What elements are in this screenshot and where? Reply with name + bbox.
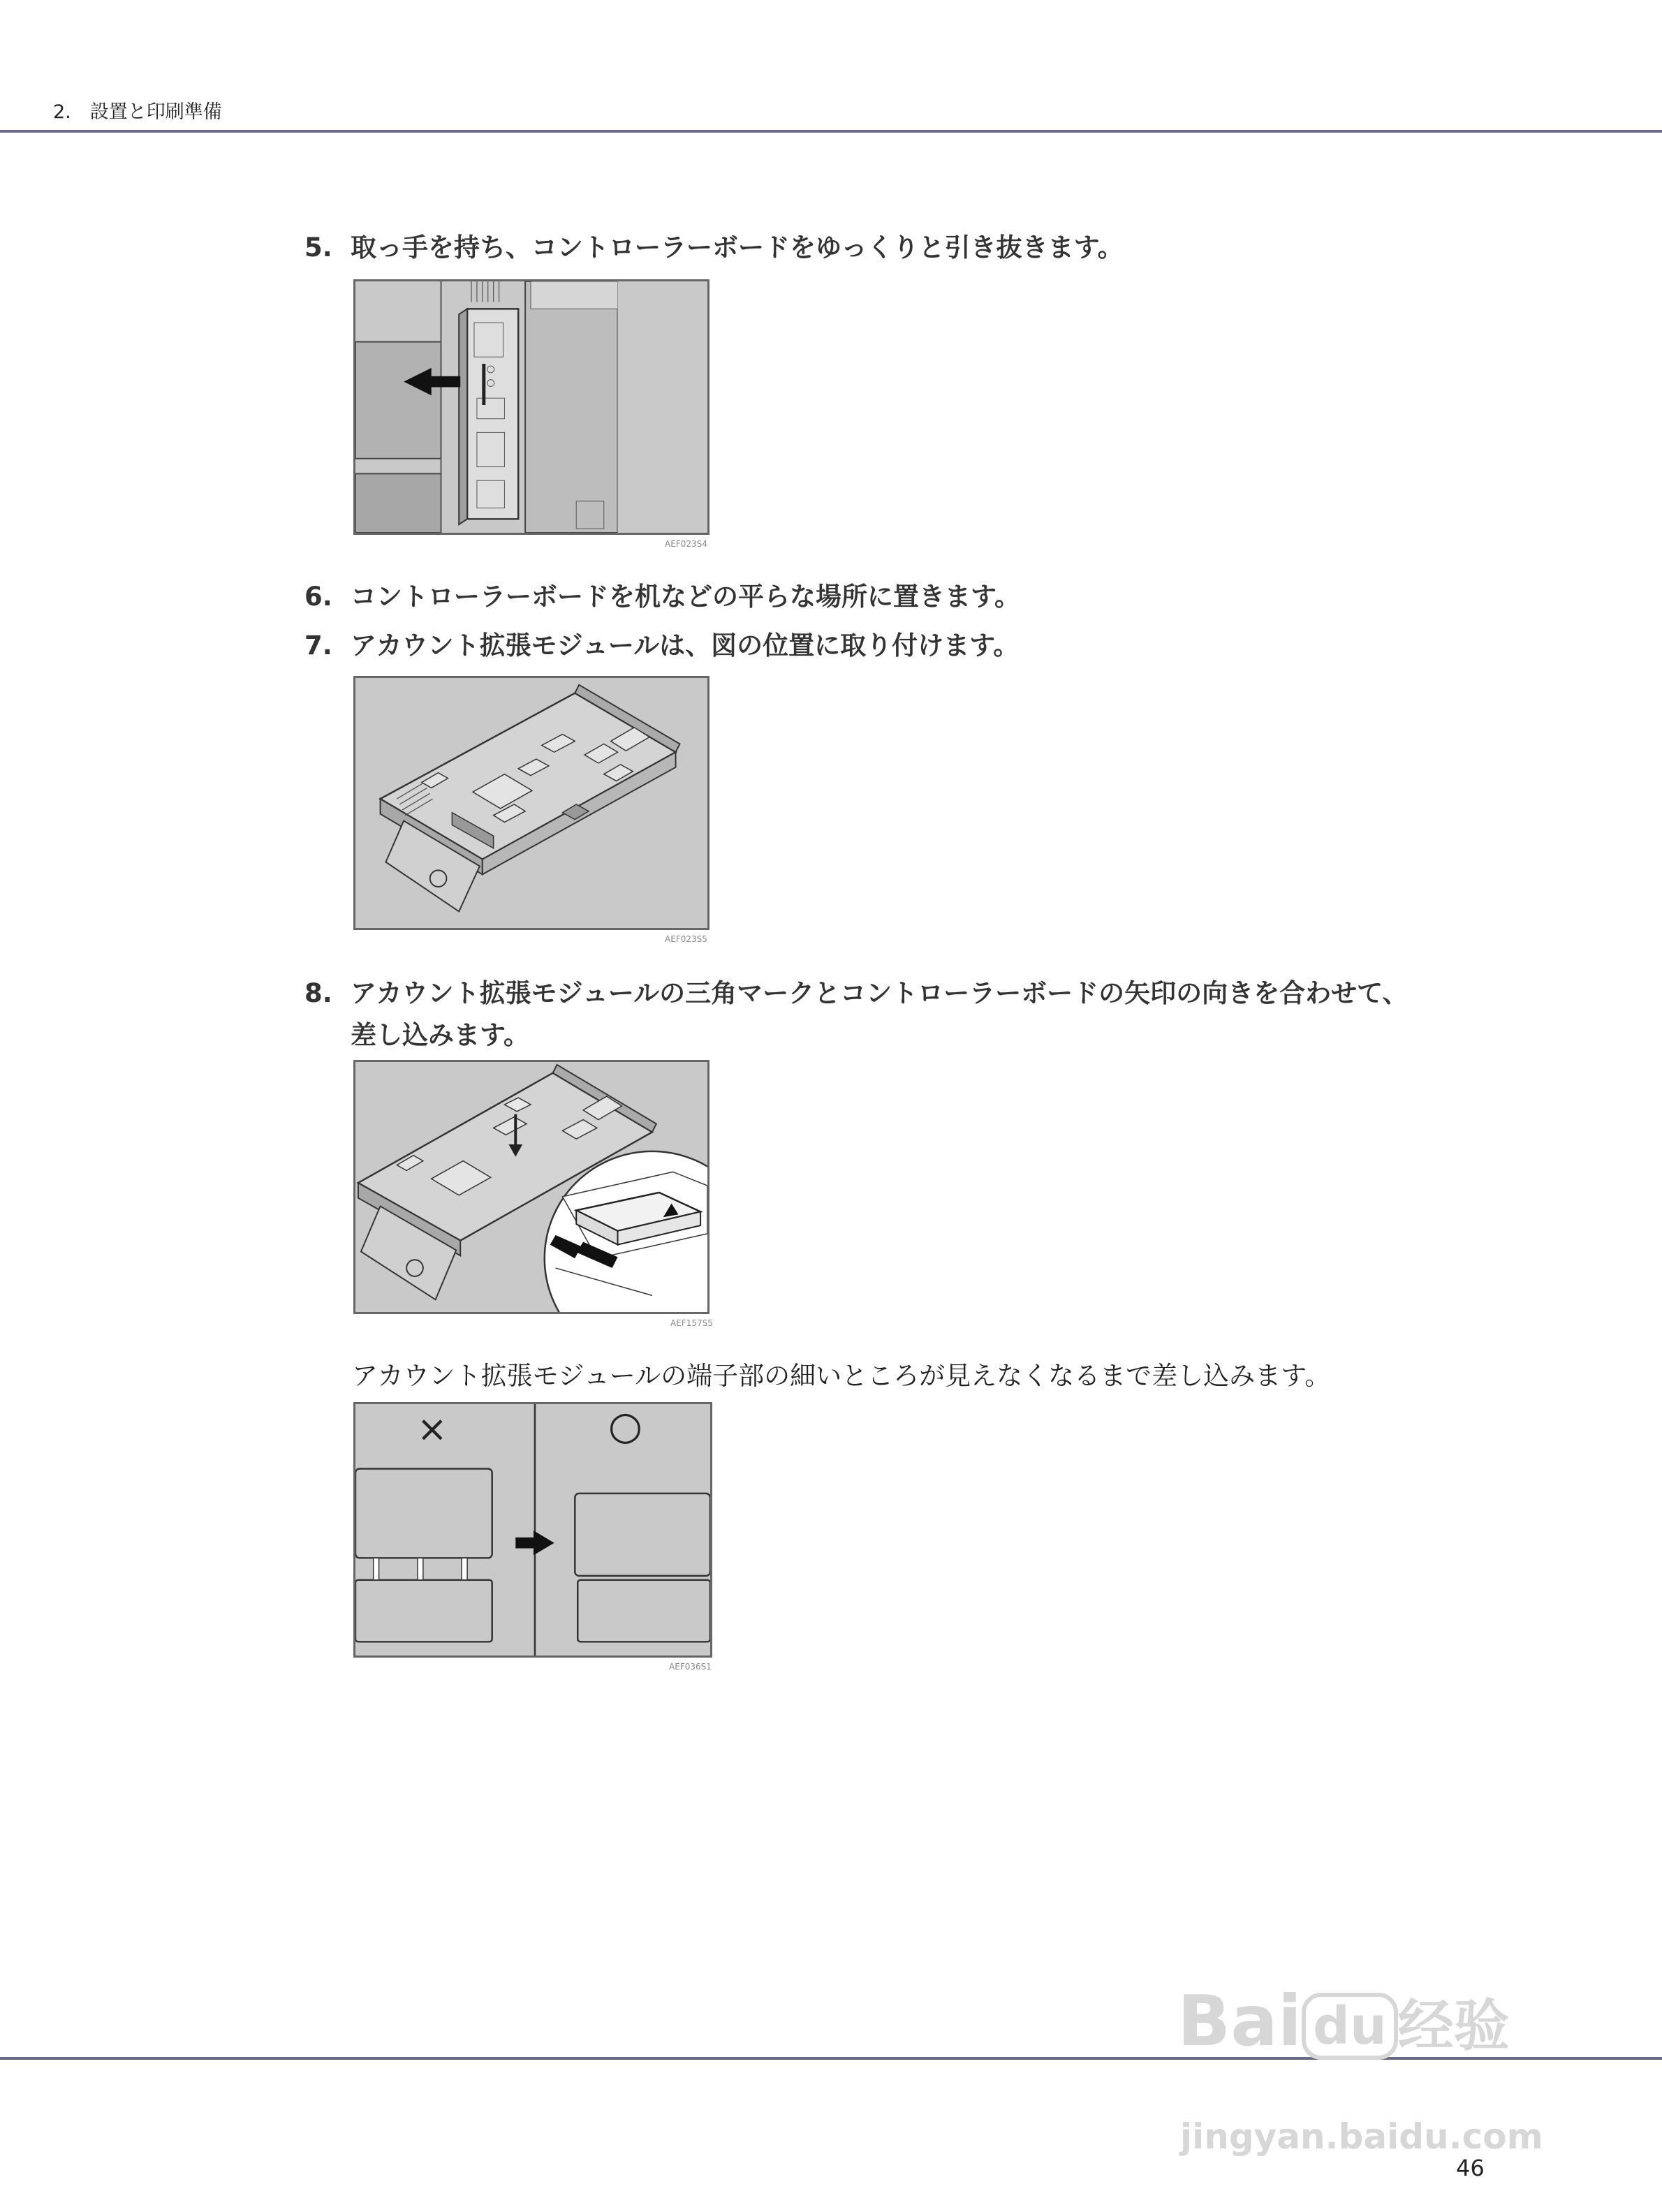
figure-module-position xyxy=(353,676,709,930)
figure-code: AEF023S5 xyxy=(665,934,707,944)
step-8-continuation: 差し込みます。 xyxy=(351,1020,530,1050)
watermark-paw-icon: du xyxy=(1302,1993,1398,2060)
step-text: 取っ手を持ち、コントローラーボードをゆっくりと引き抜きます。 xyxy=(351,233,1124,263)
figure-controller-board-removal xyxy=(353,279,709,535)
step-5 xyxy=(304,229,1124,267)
figure-code: AEF036S1 xyxy=(669,1662,712,1672)
header-rule xyxy=(0,130,1662,133)
figure-module-insertion xyxy=(353,1060,709,1314)
watermark-brand-cn: 经验 xyxy=(1397,1993,1510,2058)
step-8 xyxy=(304,975,1408,1012)
step-7 xyxy=(304,627,1019,665)
step-text: コントローラーボードを机などの平らな場所に置きます。 xyxy=(351,582,1021,612)
step-text: アカウント拡張モジュールの三角マークとコントローラーボードの矢印の向きを合わせて、 xyxy=(351,978,1409,1008)
step-number: 8. xyxy=(304,978,332,1008)
watermark-logo xyxy=(1177,1980,1510,2065)
step-text: アカウント拡張モジュールは、図の位置に取り付けます。 xyxy=(351,631,1020,661)
note-text: アカウント拡張モジュールの端子部の細いところが見えなくなるまで差し込みます。 xyxy=(352,1361,1331,1391)
step-number: 6. xyxy=(304,582,332,612)
watermark-brand: Bai xyxy=(1177,1980,1302,2062)
step-number: 5. xyxy=(304,233,332,263)
watermark-url: jingyan.baidu.com xyxy=(1180,2116,1543,2157)
running-header: 2. 設置と印刷準備 xyxy=(53,101,222,123)
step-number: 7. xyxy=(304,631,332,661)
page-number: 46 xyxy=(1456,2155,1485,2181)
correct-mark-icon: ○ xyxy=(608,1403,642,1449)
figure-code: AEF023S4 xyxy=(665,539,707,549)
figure-code: AEF157S5 xyxy=(670,1318,713,1328)
figure-insertion-depth-comparison xyxy=(353,1402,712,1658)
step-6 xyxy=(304,578,1020,616)
incorrect-mark-icon: × xyxy=(417,1408,448,1450)
